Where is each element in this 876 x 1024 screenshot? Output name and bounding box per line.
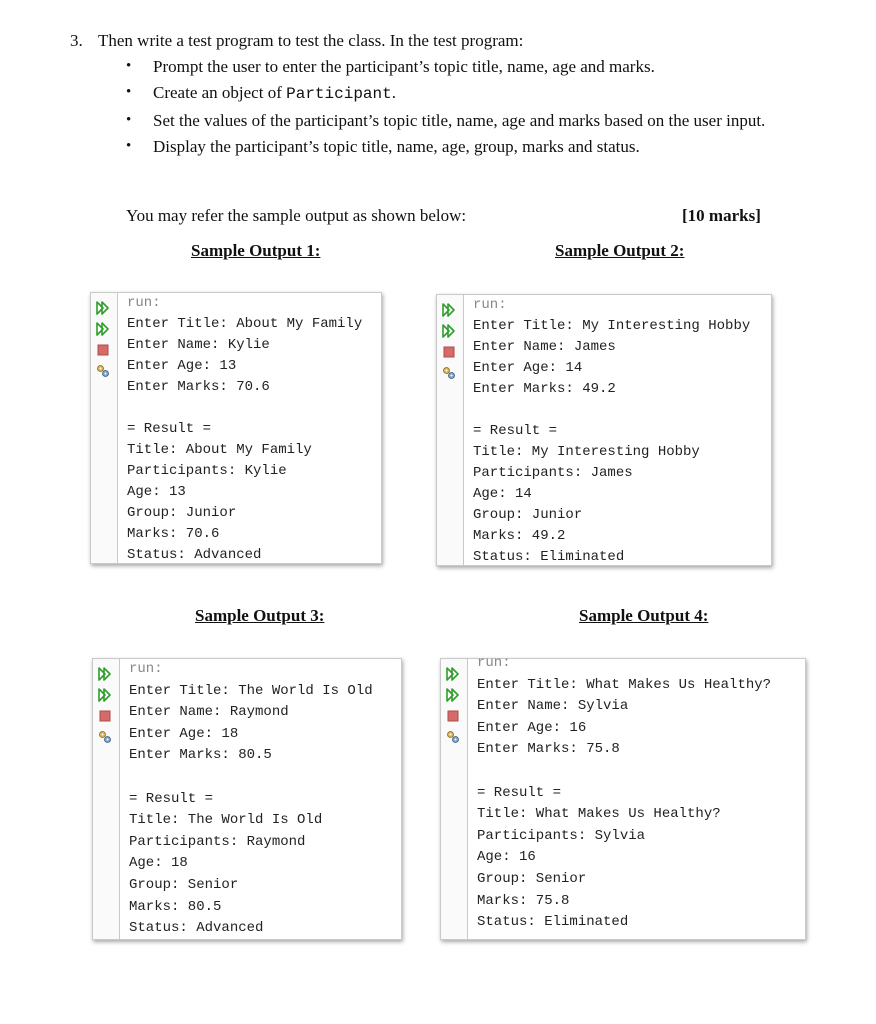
console-line: = Result = xyxy=(127,421,212,437)
console-line: Enter Age: 13 xyxy=(127,358,237,374)
bullet-icon: • xyxy=(126,138,132,154)
console-line: Participants: Sylvia xyxy=(477,827,646,844)
console-output xyxy=(129,659,373,940)
console-line: Title: The World Is Old xyxy=(129,812,323,829)
console-line: Enter Name: James xyxy=(473,339,616,355)
console-line: Marks: 49.2 xyxy=(473,528,566,544)
run-label: run: xyxy=(127,295,161,311)
console-line: = Result = xyxy=(129,790,214,807)
run-icon[interactable] xyxy=(446,667,460,681)
toolbar-gutter xyxy=(437,295,464,565)
instruction-item: • Prompt the user to enter the participant’s topic title, name, age and marks. xyxy=(126,54,786,79)
console-line: Enter Marks: 80.5 xyxy=(129,747,272,764)
console-line xyxy=(129,767,373,789)
question-number: 3. xyxy=(70,31,83,50)
instruction-item: • Display the participant’s topic title, name, age, group, marks and status. xyxy=(126,134,786,159)
settings-icon[interactable] xyxy=(96,364,110,378)
console-line: = Result = xyxy=(477,784,562,801)
console-line: Title: About My Family xyxy=(127,442,312,458)
console-line: Enter Title: My Interesting Hobby xyxy=(473,318,751,334)
console-line: Participants: Kylie xyxy=(127,463,287,479)
stop-icon[interactable] xyxy=(96,343,110,357)
marks-label: [10 marks] xyxy=(682,206,761,225)
bullet-icon: • xyxy=(126,112,132,128)
console-line: Group: Senior xyxy=(129,876,239,893)
console-line: Enter Age: 14 xyxy=(473,360,583,376)
console-line: Enter Marks: 75.8 xyxy=(477,741,620,758)
console-line: Enter Title: What Makes Us Healthy? xyxy=(477,676,772,693)
run-icon[interactable] xyxy=(98,667,112,681)
refer-text: You may refer the sample output as shown below: xyxy=(126,206,467,225)
console-line: Participants: Raymond xyxy=(129,833,306,850)
console-line: Status: Advanced xyxy=(127,547,262,563)
console-output xyxy=(127,293,362,566)
sample-heading-2: Sample Output 2: xyxy=(555,241,685,260)
question-intro: Then write a test program to test the class. In the test program: xyxy=(98,31,524,50)
toolbar-gutter xyxy=(441,659,468,939)
settings-icon[interactable] xyxy=(98,730,112,744)
instruction-item: • Create an object of Participant. xyxy=(126,80,786,107)
console-line: Status: Eliminated xyxy=(477,914,629,931)
run-label: run: xyxy=(129,661,163,677)
console-line xyxy=(473,400,750,421)
console-line: Marks: 70.6 xyxy=(127,526,220,542)
console-line xyxy=(477,761,771,783)
console-line: Enter Name: Sylvia xyxy=(477,698,629,715)
console-line: Group: Junior xyxy=(473,507,583,523)
run-icon[interactable] xyxy=(96,301,110,315)
class-name-code: Participant xyxy=(286,85,392,103)
output-panel-4 xyxy=(440,655,806,940)
console-line: Age: 14 xyxy=(473,486,532,502)
console-line: Title: What Makes Us Healthy? xyxy=(477,806,721,823)
sample-heading-3: Sample Output 3: xyxy=(195,606,325,625)
console-line: Group: Senior xyxy=(477,870,587,887)
instruction-item: • Set the values of the participant’s topic title, name, age and marks based on the user input. xyxy=(126,108,786,133)
run-icon[interactable] xyxy=(442,303,456,317)
stop-icon[interactable] xyxy=(442,345,456,359)
settings-icon[interactable] xyxy=(442,366,456,380)
output-panel-3 xyxy=(92,658,402,940)
console-line: Enter Name: Raymond xyxy=(129,704,289,721)
instruction-list xyxy=(126,54,786,160)
console-line: Marks: 80.5 xyxy=(129,898,222,915)
console-line: = Result = xyxy=(473,423,558,439)
bullet-icon: • xyxy=(126,84,132,100)
console-line: Group: Junior xyxy=(127,505,237,521)
rerun-icon[interactable] xyxy=(446,688,460,702)
output-panel-2 xyxy=(436,294,772,566)
console-line: Enter Title: The World Is Old xyxy=(129,682,373,699)
console-line: Marks: 75.8 xyxy=(477,892,570,909)
rerun-icon[interactable] xyxy=(442,324,456,338)
run-label: run: xyxy=(477,655,511,671)
console-line: Enter Age: 16 xyxy=(477,719,587,736)
console-line: Status: Eliminated xyxy=(473,549,625,565)
bullet-icon: • xyxy=(126,58,132,74)
console-line: Enter Marks: 49.2 xyxy=(473,381,616,397)
toolbar-gutter xyxy=(93,659,120,939)
settings-icon[interactable] xyxy=(446,730,460,744)
sample-heading-1: Sample Output 1: xyxy=(191,241,321,260)
run-label: run: xyxy=(473,297,507,313)
console-line xyxy=(127,398,362,419)
rerun-icon[interactable] xyxy=(98,688,112,702)
console-line: Status: Advanced xyxy=(129,920,264,937)
console-line: Enter Age: 18 xyxy=(129,725,239,742)
rerun-icon[interactable] xyxy=(96,322,110,336)
console-line: Enter Title: About My Family xyxy=(127,316,363,332)
console-line: Enter Marks: 70.6 xyxy=(127,379,270,395)
toolbar-gutter xyxy=(91,293,118,563)
stop-icon[interactable] xyxy=(98,709,112,723)
console-line: Age: 16 xyxy=(477,849,536,866)
console-line: Title: My Interesting Hobby xyxy=(473,444,700,460)
stop-icon[interactable] xyxy=(446,709,460,723)
console-output xyxy=(477,653,771,934)
output-panel-1 xyxy=(90,292,382,564)
sample-heading-4: Sample Output 4: xyxy=(579,606,709,625)
console-line: Enter Name: Kylie xyxy=(127,337,270,353)
console-line: Age: 18 xyxy=(129,855,188,872)
console-line: Age: 13 xyxy=(127,484,186,500)
console-output xyxy=(473,295,750,568)
console-line: Participants: James xyxy=(473,465,633,481)
